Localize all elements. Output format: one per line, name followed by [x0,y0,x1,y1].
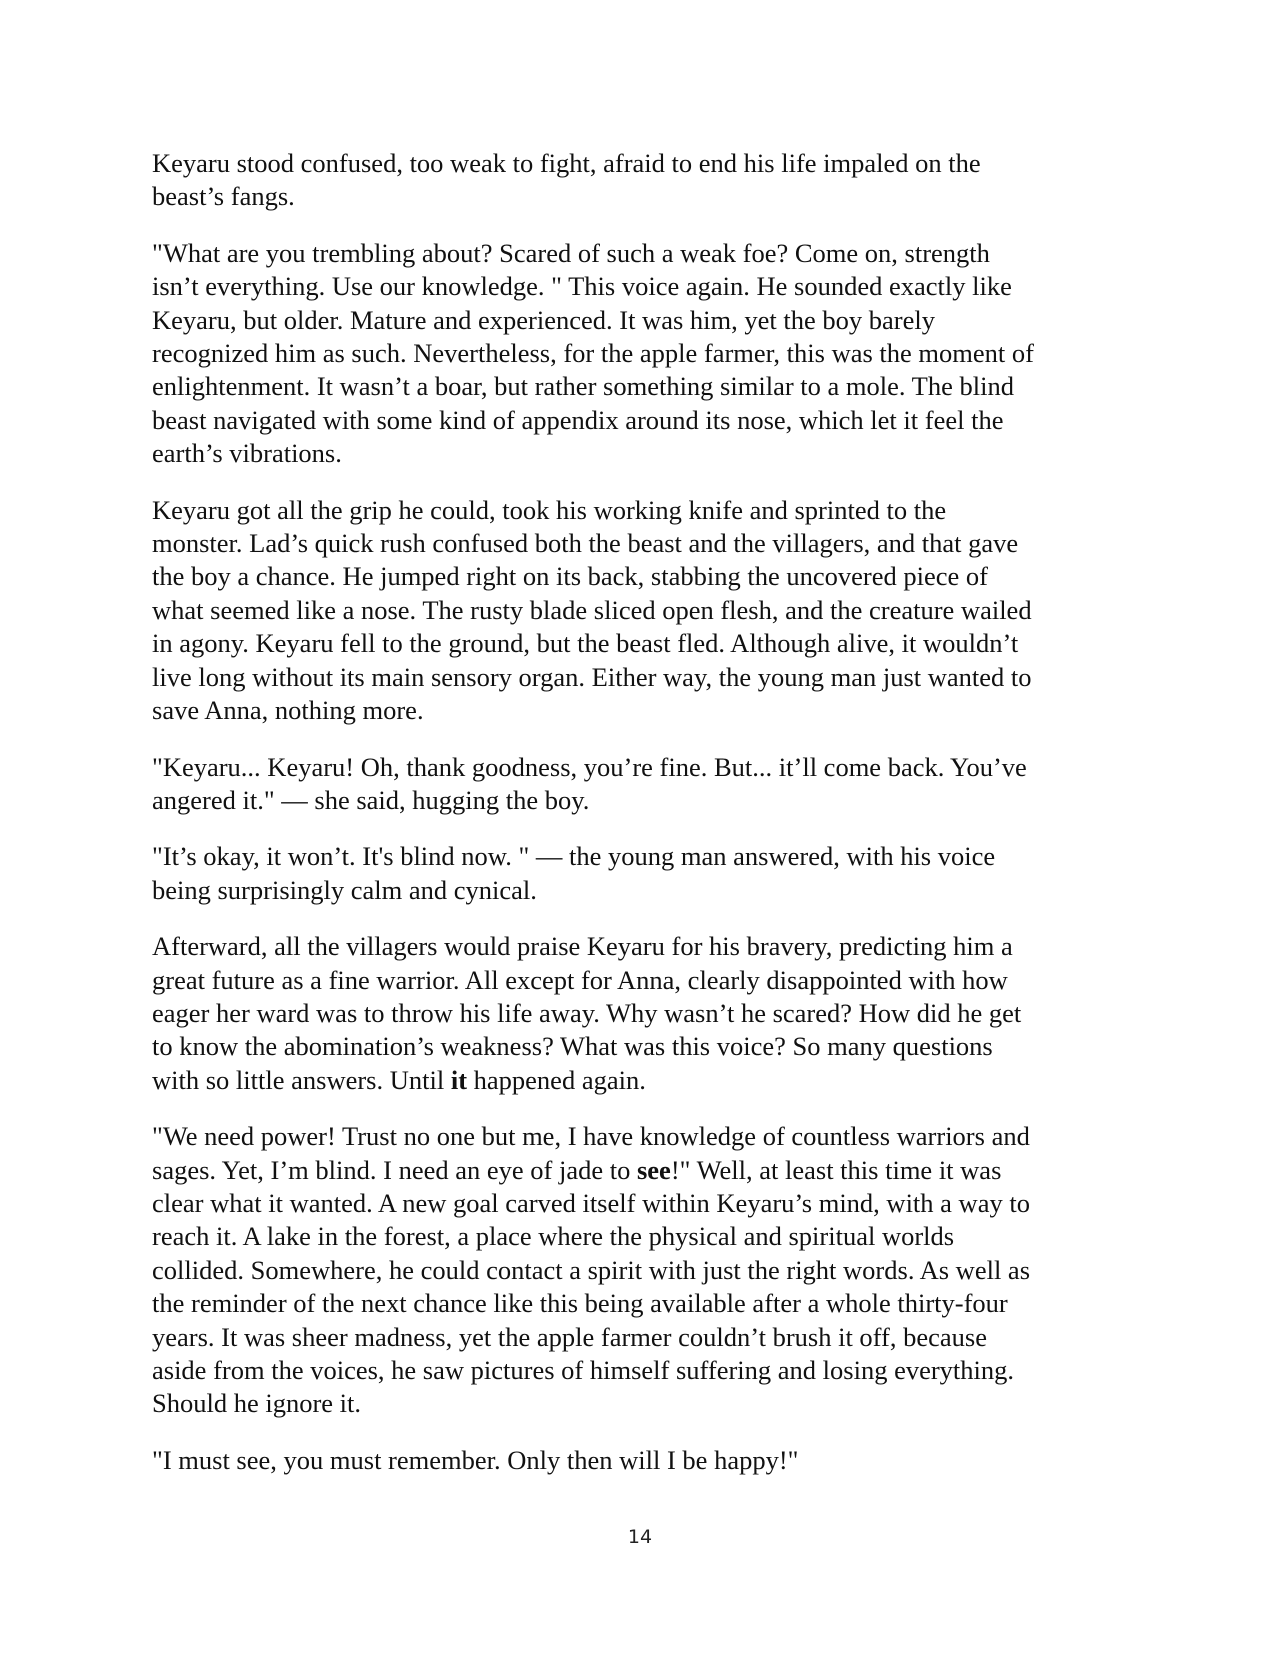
text-line: angered it." — she said, hugging the boy. [152,784,590,815]
text-line: monster. Lad’s quick rush confused both the beast and the villagers, and that gave [152,528,1019,559]
text-line: reach it. A lake in the forest, a place where the physical and spiritual worlds [152,1221,955,1252]
text-line: years. It was sheer madness, yet the apple farmer couldn’t brush it off, because [152,1321,987,1352]
text-line: recognized him as such. Nevertheless, for the apple farmer, this was the moment of [152,338,1034,369]
bold-emphasis: it [450,1064,468,1095]
paragraph-3 [152,494,1112,728]
text-line: to know the abomination’s weakness? What was this voice? So many questions [152,1031,993,1062]
text-line: isn’t everything. Use our knowledge. " This voice again. He sounded exactly like [152,271,1012,302]
paragraph-5 [152,840,1112,907]
text-line: Should he ignore it. [152,1388,362,1419]
text-line [152,1154,1112,1187]
text-line: Keyaru stood confused, too weak to fight, afraid to end his life impaled on the [152,148,981,178]
text-line: being surprisingly calm and cynical. [152,874,537,905]
text-line: eager her ward was to throw his life away. Why wasn’t he scared? How did he get [152,997,1022,1028]
page-number: 14 [627,1526,653,1548]
text-line: clear what it wanted. A new goal carved itself within Keyaru’s mind, with a way to [152,1187,1030,1218]
text-segment: !" Well, at least this time it was [670,1154,1002,1185]
text-line: Afterward, all the villagers would praise Keyaru for his bravery, predicting him a [152,931,1013,962]
text-line: Keyaru got all the grip he could, took his working knife and sprinted to the [152,494,947,525]
text-line: Keyaru, but older. Mature and experienced. It was him, yet the boy barely [152,304,935,335]
text-line: great future as a fine warrior. All except for Anna, clearly disappointed with how [152,964,1008,995]
text-line: the boy a chance. He jumped right on its back, stabbing the uncovered piece of [152,561,988,592]
text-line: "We need power! Trust no one but me, I have knowledge of countless warriors and [152,1121,1030,1152]
document-page [152,147,1112,1500]
text-line: in agony. Keyaru fell to the ground, but the beast fled. Although alive, it wouldn’t [152,628,1019,659]
text-line: aside from the voices, he saw pictures of himself suffering and losing everything. [152,1355,1015,1385]
paragraph-8 [152,1444,1112,1477]
text-line: save Anna, nothing more. [152,695,424,726]
text-segment: with so little answers. Until [152,1064,451,1095]
paragraph-6 [152,930,1112,1097]
text-line: "What are you trembling about? Scared of such a weak foe? Come on, strength [152,237,990,268]
text-line: what seemed like a nose. The rusty blade sliced open flesh, and the creature wailed [152,594,1032,625]
text-line: "It’s okay, it won’t. It's blind now. " — the young man answered, with his voice [152,841,996,872]
text-line: live long without its main sensory organ. Either way, the young man just wanted to [152,661,1032,692]
text-line: the reminder of the next chance like this being available after a whole thirty-four [152,1288,1008,1319]
text-line [152,1064,1112,1097]
text-line: "I must see, you must remember. Only then will I be happy!" [152,1444,799,1475]
text-segment: sages. Yet, I’m blind. I need an eye of jade to [152,1154,637,1185]
text-line: "Keyaru... Keyaru! Oh, thank goodness, you’re fine. But... it’ll come back. You’ve [152,751,1027,782]
paragraph-1 [152,147,1112,214]
text-line: beast navigated with some kind of appendix around its nose, which let it feel the [152,404,1004,435]
text-line: beast’s fangs. [152,181,295,212]
text-line: earth’s vibrations. [152,438,342,469]
bold-emphasis: see [636,1154,671,1185]
paragraph-4 [152,751,1112,818]
text-segment: happened again. [467,1064,646,1095]
text-line: enlightenment. It wasn’t a boar, but rather something similar to a mole. The blind [152,371,1014,402]
paragraph-2 [152,237,1112,471]
paragraph-7 [152,1120,1112,1421]
text-line: collided. Somewhere, he could contact a spirit with just the right words. As well as [152,1254,1031,1285]
